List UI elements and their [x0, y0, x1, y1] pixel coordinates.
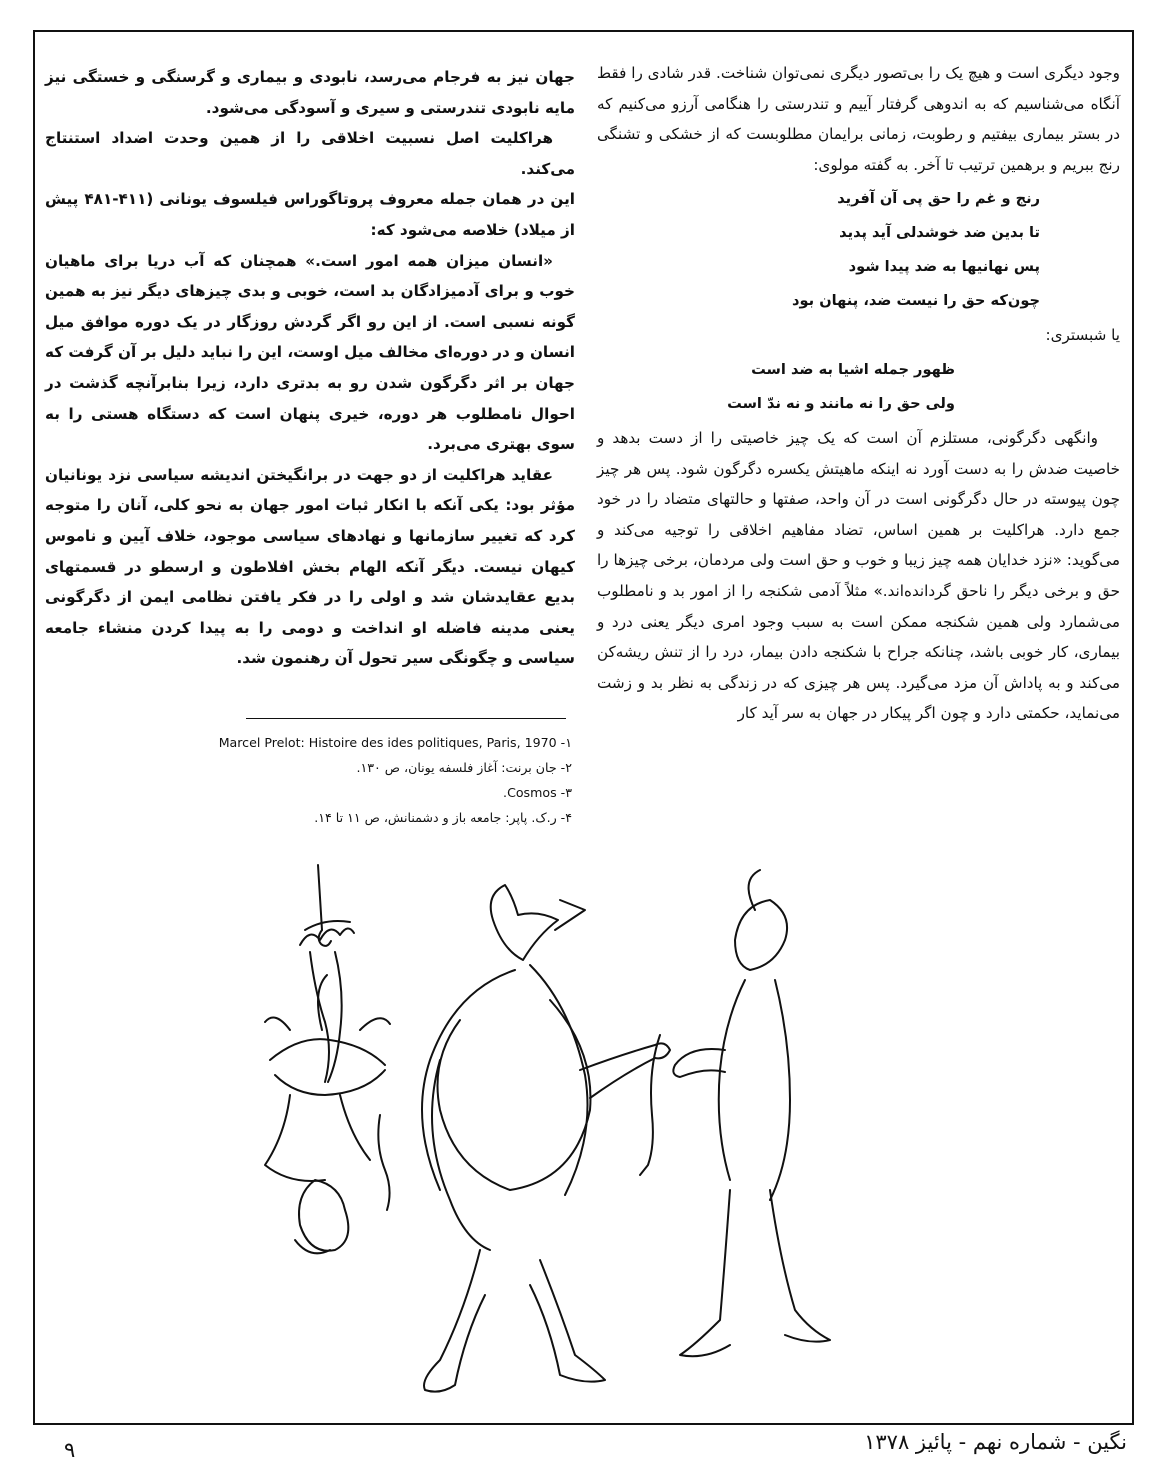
poem-mowlavi [597, 182, 1120, 318]
footnote-4: ۴- ر.ک. پاپر: جامعه باز و دشمنانش، ص ۱۱ تا ۱۴. [314, 810, 572, 825]
footnote-2: ۲- جان برنت: آغاز فلسفه یونان، ص ۱۳۰. [356, 760, 572, 775]
poem-line-1: رنج و غم را حق پی آن آفرید [837, 190, 1040, 208]
hanging-figure [265, 865, 390, 1253]
left-column [45, 62, 575, 674]
left-para-4: عقاید هراکلیت از دو جهت در برانگیختن اندیشه سیاسی نزد یونانیان مؤثر بود: یکی آنکه با انکار ثبات امور جهان به نحو کلی، آنان را متوجه کرد که تغییر سازمانها و نهادهای سیاسی موجود، خلاف آیین و ناموس کیهان نیست. دیگر آنکه الهام بخش افلاطون و ارسطو در قسمتهای بدیع عقایدشان شد و اولی را در فکر یافتن نظامی ایمن از دگرگونی یعنی مدینه فاضله او انداخت و دومی را به پیدا کردن منشاء جامعه سیاسی و چگونگی سیر تحول آن رهنمون شد. [45, 465, 575, 668]
poem-line-4: چون‌که حق را نیست ضد، پنهان بود [792, 292, 1040, 310]
left-para-1: جهان نیز به فرجام می‌رسد، نابودی و بیماری و گرسنگی و خستگی نیز مایه نابودی تندرستی و سیری و آسودگی می‌شود. [45, 68, 575, 117]
right-column [597, 58, 1120, 729]
footnote-3: ۳- Cosmos. [503, 785, 572, 800]
footer-title: نگین - شماره نهم - پائیز ۱۳۷۸ [864, 1430, 1127, 1454]
cartoon-illustration [230, 860, 870, 1400]
footnote-separator [246, 718, 566, 719]
right-para-2: وانگهی دگرگونی، مستلزم آن است که یک چیز خاصیتی را از دست بدهد و خاصیت ضدش را به دست آورد نه اینکه ماهیتش یکسره دگرگون شود. پس هر چیز چون پیوسته در حال دگرگونی است در آن واحد، صفتها و حالتهای متضاد را در خود جمع دارد. هراکلیت بر همین اساس، تضاد مفاهیم اخلاقی را توجیه می‌کند و می‌گوید: «نزد خدایان همه چیز زیبا و خوب و حق است ولی مردمان، برخی چیزها را حق و برخی دیگر را ناحق گردانده‌اند.» مثلاً آدمی شکنجه را از امور بد و نامطلوب می‌شمارد ولی همین شکنجه ممکن است به سبب وجود امری دیگر یعنی درد و بیماری، کار خوبی باشد، چنانکه جراح با شکنجه دادن بیمار، درد را از تنش ریشه‌کن می‌کند و به پاداش آن مزد می‌گیرد. پس هر چیزی که در زندگی به نظر بد و زشت می‌نماید، حکمتی دارد و چون اگر پیکار در جهان به سر آید کار [597, 428, 1120, 723]
poem2-line-2: ولی حق را نه مانند و نه ندّ است [727, 394, 955, 412]
poem-line-3: پس نهانیها به ضد پیدا شود [848, 258, 1040, 276]
poem-shabestari-intro: یا شبستری: [1045, 326, 1120, 345]
left-quote: «انسان میزان همه امور است.» همچنان که آب دریا برای ماهیان خوب و برای آدمیزادگان بد است، خوبی و بدی چیزهای دیگر نیز به همین گونه نسبی است. از این رو اگر گردش روزگار در یک دوره موافق میل انسان و در دوره‌ای مخالف میل اوست، این را نباید دلیل بر آن گرفت که جهان بر اثر دگرگون شدن رو به بدتری دارد، زیرا بنابرآنچه گذشت در احوال نامطلوب هر دوره، خیری پنهان است که دستگاه هستی را به سوی بهتری می‌برد. [45, 251, 575, 454]
page-number: ۹ [64, 1438, 76, 1462]
butcher-figure [422, 885, 670, 1392]
customer-figure [673, 870, 830, 1356]
footnote-1: ۱- Marcel Prelot: Histoire des ides politiques, Paris, 1970 [218, 735, 572, 750]
left-para-3: این در همان جمله معروف پروتاگوراس فیلسوف یونانی (۴۱۱-۴۸۱ پیش از میلاد) خلاصه می‌شود که: [45, 190, 575, 239]
left-para-2: هراکلیت اصل نسبیت اخلاقی را از همین وحدت اضداد استنتاج می‌کند. [45, 129, 575, 178]
poem-shabestari [597, 353, 1120, 421]
poem2-line-1: ظهور جمله اشیا به ضد است [751, 360, 955, 378]
footnotes [218, 730, 572, 830]
right-para-1: وجود دیگری است و هیچ یک را بی‌تصور دیگری نمی‌توان شناخت. قدر شادی را فقط آنگاه می‌شناسیم که به اندوهی گرفتار آییم و تندرستی را هنگامی آرزو می‌کنیم که در بستر بیماری بیفتیم و رطوبت، زمانی برایمان مطلوبست که از خشکی و تشنگی رنج ببریم و برهمین ترتیب تا آخر. به گفته مولوی: [597, 64, 1120, 174]
poem-line-2: تا بدین ضد خوشدلی آید پدید [839, 224, 1040, 242]
